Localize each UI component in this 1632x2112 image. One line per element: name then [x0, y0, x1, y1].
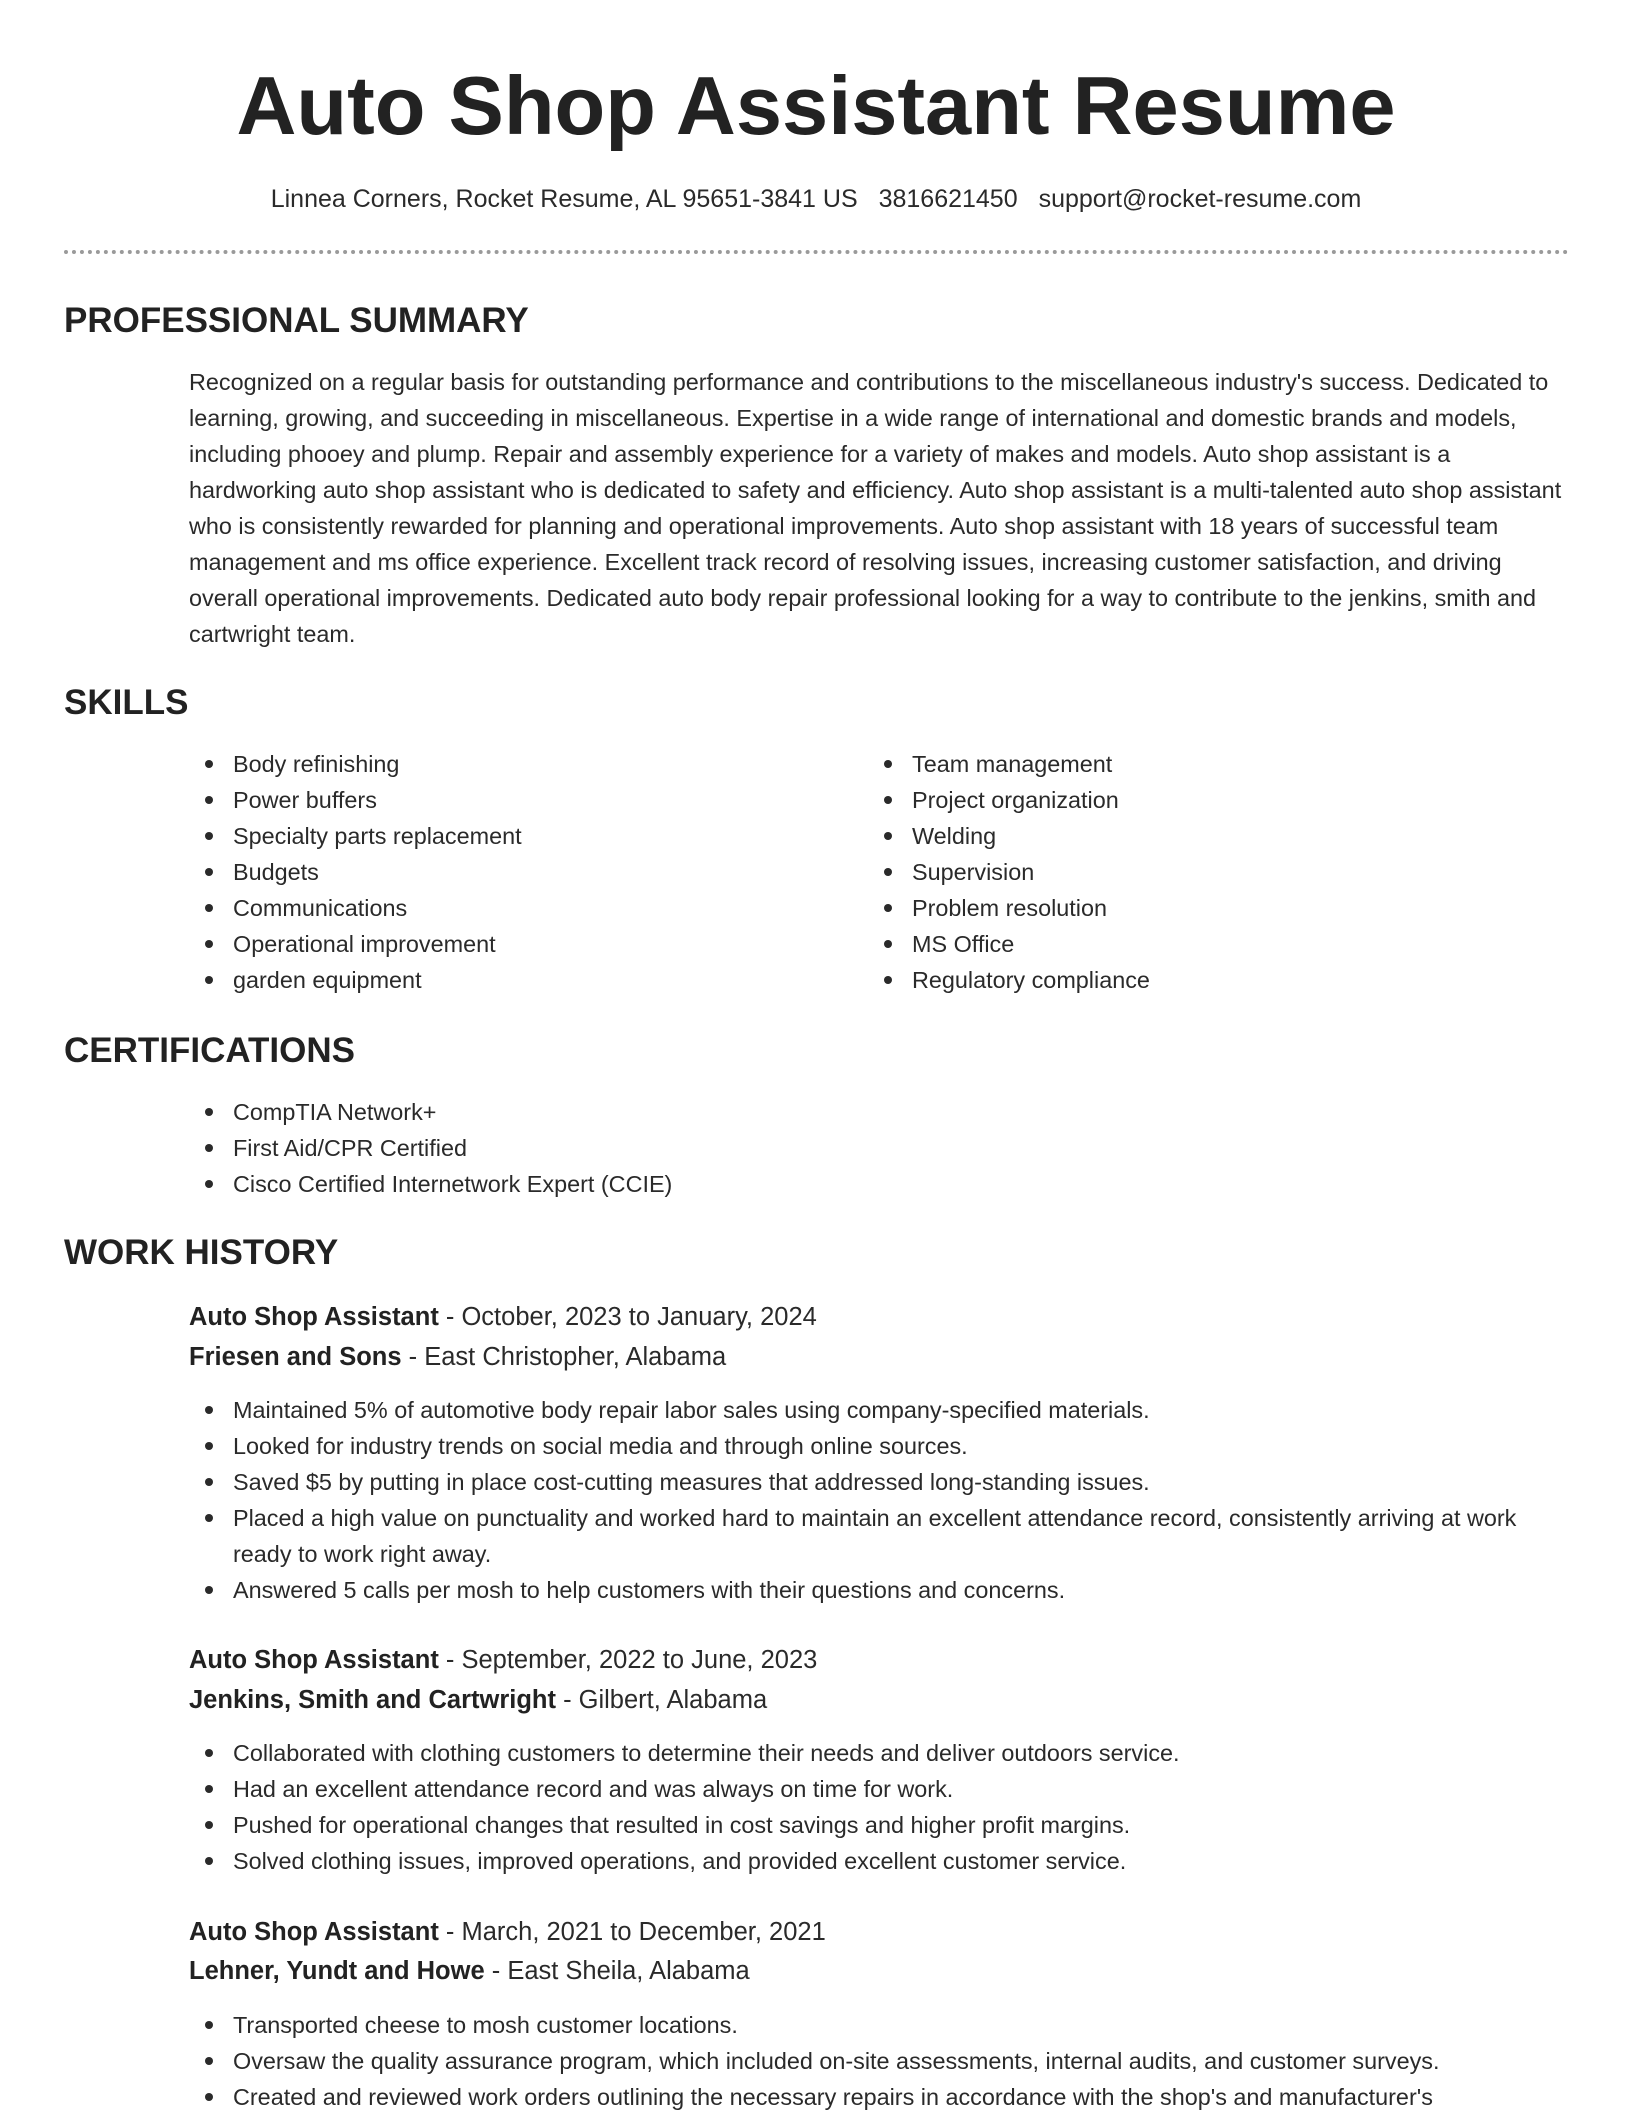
list-item: Placed a high value on punctuality and worked hard to maintain an excellent attendance record, consistently arriving at work ready to work right away.	[189, 1500, 1572, 1572]
job-company-line	[189, 1953, 750, 1989]
list-item: Power buffers	[189, 782, 522, 818]
skills-list-right	[868, 746, 1150, 998]
list-item: Operational improvement	[189, 926, 522, 962]
list-item: Team management	[868, 746, 1150, 782]
list-item: Project organization	[868, 782, 1150, 818]
contact-phone: 3816621450	[878, 185, 1018, 213]
contact-email: support@rocket-resume.com	[1038, 185, 1362, 213]
list-item: Communications	[189, 890, 522, 926]
job-company-line	[189, 1682, 767, 1718]
work-history-heading: WORK HISTORY	[64, 1233, 339, 1272]
list-item: Supervision	[868, 854, 1150, 890]
list-item: Problem resolution	[868, 890, 1150, 926]
list-item: Saved $5 by putting in place cost-cutting measures that addressed long-standing issues.	[189, 1464, 1572, 1500]
list-item: Transported cheese to mosh customer locations.	[189, 2007, 1439, 2043]
list-item: CompTIA Network+	[189, 1094, 672, 1130]
list-item: garden equipment	[189, 962, 522, 998]
list-item: Maintained 5% of automotive body repair labor sales using company-specified materials.	[189, 1392, 1572, 1428]
job-dates: - March, 2021 to December, 2021	[438, 1918, 826, 1946]
job-company-line	[189, 1339, 726, 1375]
job-title-line	[189, 1299, 817, 1335]
list-item: Collaborated with clothing customers to determine their needs and deliver outdoors service.	[189, 1735, 1572, 1771]
list-item: Regulatory compliance	[868, 962, 1150, 998]
job-location: - East Sheila, Alabama	[484, 1957, 750, 1985]
skills-heading: SKILLS	[64, 683, 189, 722]
list-item: First Aid/CPR Certified	[189, 1130, 672, 1166]
job-location: - Gilbert, Alabama	[555, 1686, 768, 1714]
list-item: Looked for industry trends on social media and through online sources.	[189, 1428, 1572, 1464]
list-item: Solved clothing issues, improved operations, and provided excellent customer service.	[189, 1843, 1572, 1879]
summary-heading: PROFESSIONAL SUMMARY	[64, 301, 529, 340]
resume-title: Auto Shop Assistant Resume	[236, 59, 1396, 152]
contact-line	[0, 183, 1632, 215]
list-item: Created and reviewed work orders outlining the necessary repairs in accordance with the shop's and manufacturer's	[189, 2079, 1439, 2112]
job-company: Friesen and Sons	[189, 1343, 402, 1371]
job-title: Auto Shop Assistant	[189, 1918, 439, 1946]
list-item: Pushed for operational changes that resulted in cost savings and higher profit margins.	[189, 1807, 1572, 1843]
job-company: Jenkins, Smith and Cartwright	[189, 1686, 556, 1714]
job-bullets	[189, 1392, 1572, 1608]
list-item: MS Office	[868, 926, 1150, 962]
job-bullets	[189, 2007, 1439, 2112]
list-item: Body refinishing	[189, 746, 522, 782]
job-title: Auto Shop Assistant	[189, 1646, 439, 1674]
list-item: Oversaw the quality assurance program, which included on-site assessments, internal audits, and customer surveys.	[189, 2043, 1439, 2079]
list-item: Budgets	[189, 854, 522, 890]
job-title-line	[189, 1914, 826, 1950]
skills-list-left	[189, 746, 522, 998]
job-bullets	[189, 1735, 1572, 1879]
job-dates: - September, 2022 to June, 2023	[438, 1646, 818, 1674]
list-item: Had an excellent attendance record and was always on time for work.	[189, 1771, 1572, 1807]
job-location: - East Christopher, Alabama	[401, 1343, 727, 1371]
list-item: Cisco Certified Internetwork Expert (CCIE)	[189, 1166, 672, 1202]
job-title-line	[189, 1642, 817, 1678]
job-title: Auto Shop Assistant	[189, 1303, 439, 1331]
certifications-heading: CERTIFICATIONS	[64, 1031, 356, 1070]
list-item: Welding	[868, 818, 1150, 854]
list-item: Specialty parts replacement	[189, 818, 522, 854]
header-divider	[64, 250, 1569, 254]
contact-address: Linnea Corners, Rocket Resume, AL 95651-3841 US	[270, 185, 858, 213]
job-dates: - October, 2023 to January, 2024	[438, 1303, 817, 1331]
list-item: Answered 5 calls per mosh to help customers with their questions and concerns.	[189, 1572, 1572, 1608]
certifications-list	[189, 1094, 672, 1202]
summary-text: Recognized on a regular basis for outstanding performance and contributions to the miscellaneous industry's success. Dedicated to learning, growing, and succeeding in miscellaneous. Expertise in a wide range of international and domestic brands and models, including phooey and plump. Repair and assembly experience for a variety of makes and models. Auto shop assistant is a hardworking auto shop assistant who is dedicated to safety and efficiency. Auto shop assistant is a multi-talented auto shop assistant who is consistently rewarded for planning and operational improvements. Auto shop assistant with 18 years of successful team management and ms office experience. Excellent track record of resolving issues, increasing customer satisfaction, and driving overall operational improvements. Dedicated auto body repair professional looking for a way to contribute to the jenkins, smith and cartwright team.	[189, 369, 1562, 647]
job-company: Lehner, Yundt and Howe	[189, 1957, 485, 1985]
